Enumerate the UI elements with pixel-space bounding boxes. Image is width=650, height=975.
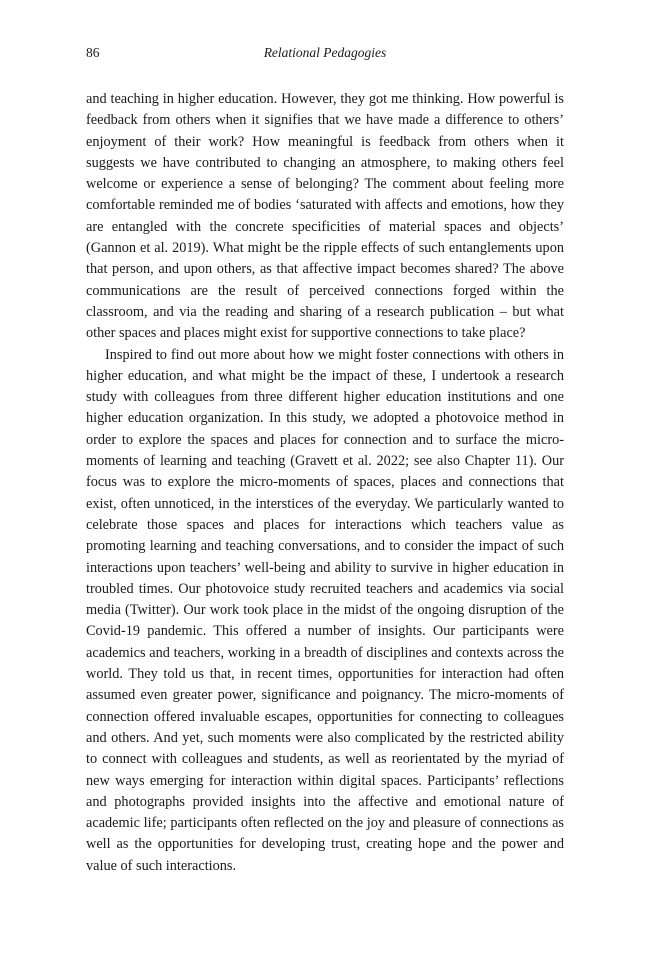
page-header — [86, 45, 564, 65]
running-title: Relational Pedagogies — [263, 45, 387, 60]
page-number: 86 — [86, 45, 100, 60]
paragraph-1: and teaching in higher education. However, they got me thinking. How powerful is feedback from others when it signifies that we have made a difference to others’ enjoyment of their work? How meaningful is feedback from others when it suggests we have contributed to changing an atmosphere, to making others feel welcome or experience a sense of belonging? The comment about feeling more comfortable reminded me of bodies ‘saturated with affects and emotions, how they are entangled with the concrete specificities of material spaces and objects’ (Gannon et al. 2019). What might be the ripple effects of such entanglements upon that person, and upon others, as that affective impact becomes shared? The above communications are the result of perceived connections forged within the classroom, and via the reading and sharing of a research publication – but what other spaces and places might exist for supportive connections to take place? — [86, 91, 564, 342]
body-text — [86, 89, 564, 877]
paragraph-2: Inspired to find out more about how we might foster connections with others in higher education, and what might be the impact of these, I undertook a research study with colleagues from three different higher education institutions and one higher education organization. In this study, we adopted a photovoice method in order to explore the spaces and places for connection and to surface the micro-moments of learning and teaching (Gravett et al. 2022; see also Chapter 11). Our focus was to explore the micro-moments of spaces, places and connections that exist, often unnoticed, in the interstices of the everyday. We particularly wanted to celebrate those spaces and places for interactions which teachers value as promoting learning and teaching conversations, and to consider the impact of such interactions upon teachers’ well-being and ability to survive in higher education in troubled times. Our photovoice study recruited teachers and academics via social media (Twitter). Our work took place in the midst of the ongoing disruption of the Covid-19 pandemic. This offered a number of insights. Our participants were academics and teachers, working in a breadth of disciplines and contexts across the world. They told us that, in recent times, opportunities for interaction had often assumed even greater power, significance and poignancy. The micro-moments of connection offered invaluable escapes, opportunities for connecting to colleagues and others. And yet, such moments were also complicated by the restricted ability to connect with colleagues and students, as well as reorientated by the myriad of new ways emerging for interaction within digital spaces. Participants’ reflections and photographs provided insights into the affective and emotional nature of academic life; participants often reflected on the joy and pleasure of connections as well as the opportunities for developing trust, creating hope and the power and value of such interactions. — [86, 346, 564, 874]
